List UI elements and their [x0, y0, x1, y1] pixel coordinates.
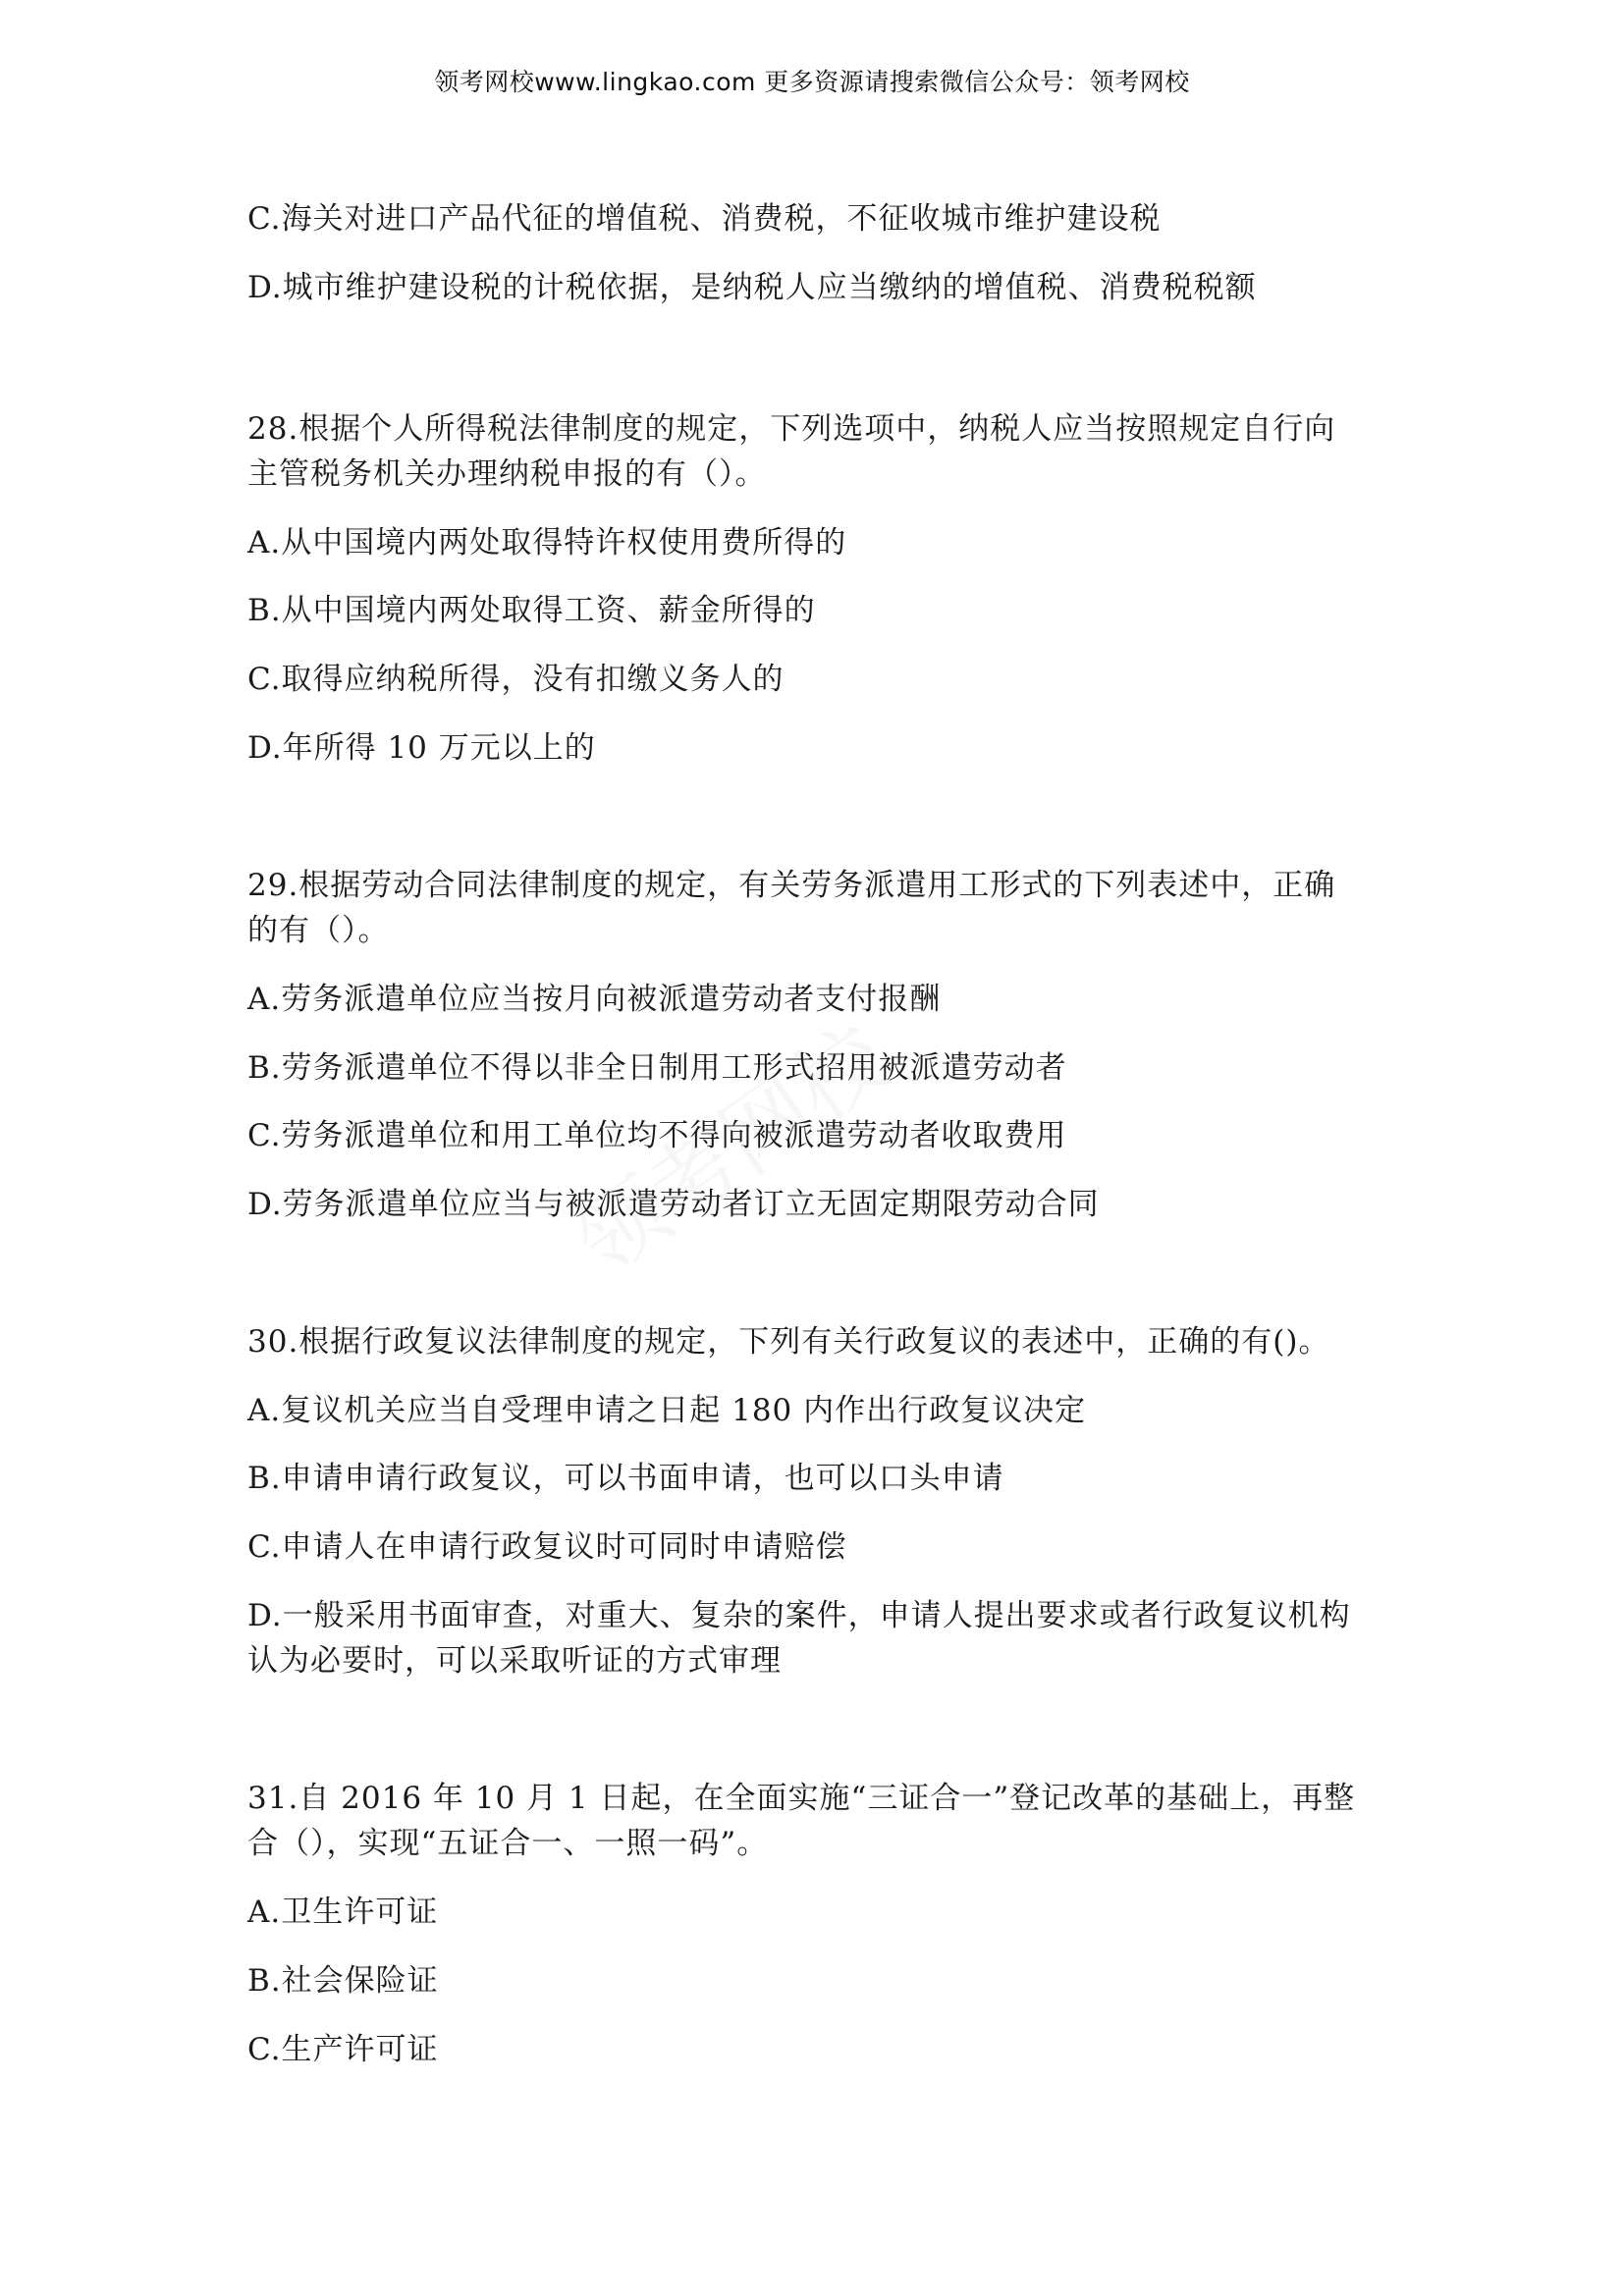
q31-option-b: B.社会保险证	[247, 1963, 439, 1999]
q29-option-a: A.劳务派遣单位应当按月向被派遣劳动者支付报酬	[247, 982, 942, 1017]
q28-option-c: C.取得应纳税所得，没有扣缴义务人的	[247, 662, 785, 697]
q29-stem-line1: 29.根据劳动合同法律制度的规定，有关劳务派遣用工形式的下列表述中，正确	[247, 868, 1336, 903]
q29-option-c: C.劳务派遣单位和用工单位均不得向被派遣劳动者收取费用	[247, 1118, 1067, 1153]
q30-option-d-line2: 认为必要时，可以采取听证的方式审理	[247, 1643, 782, 1679]
q28-option-b: B.从中国境内两处取得工资、薪金所得的	[247, 593, 816, 628]
q31-stem-line1: 31.自 2016 年 10 月 1 日起，在全面实施“三证合一”登记改革的基础上，再整	[247, 1781, 1356, 1816]
q29-option-b: B.劳务派遣单位不得以非全日制用工形式招用被派遣劳动者	[247, 1050, 1067, 1086]
q30-option-c: C.申请人在申请行政复议时可同时申请赔偿	[247, 1529, 847, 1565]
q31-option-a: A.卫生许可证	[247, 1895, 439, 1930]
q31-option-c: C.生产许可证	[247, 2032, 439, 2067]
q28-option-d: D.年所得 10 万元以上的	[247, 730, 596, 766]
q30-option-d-line1: D.一般采用书面审查，对重大、复杂的案件，申请人提出要求或者行政复议机构	[247, 1598, 1351, 1633]
q27-option-d: D.城市维护建设税的计税依据，是纳税人应当缴纳的增值税、消费税税额	[247, 270, 1257, 305]
q28-stem-line1: 28.根据个人所得税法律制度的规定，下列选项中，纳税人应当按照规定自行向	[247, 411, 1336, 447]
page-header: 领考网校www.lingkao.com 更多资源请搜索微信公众号：领考网校	[434, 68, 1190, 96]
q28-option-a: A.从中国境内两处取得特许权使用费所得的	[247, 525, 847, 561]
q29-option-d: D.劳务派遣单位应当与被派遣劳动者订立无固定期限劳动合同	[247, 1187, 1100, 1222]
q30-stem: 30.根据行政复议法律制度的规定，下列有关行政复议的表述中，正确的有()。	[247, 1324, 1330, 1360]
q30-option-b: B.申请申请行政复议，可以书面申请，也可以口头申请	[247, 1461, 1004, 1496]
q29-stem-line2: 的有（）。	[247, 913, 390, 948]
q31-stem-line2: 合（），实现“五证合一、一照一码”。	[247, 1826, 769, 1861]
q30-option-a: A.复议机关应当自受理申请之日起 180 内作出行政复议决定	[247, 1393, 1087, 1428]
q28-stem-line2: 主管税务机关办理纳税申报的有（）。	[247, 456, 767, 492]
q27-option-c: C.海关对进口产品代征的增值税、消费税，不征收城市维护建设税	[247, 201, 1162, 237]
